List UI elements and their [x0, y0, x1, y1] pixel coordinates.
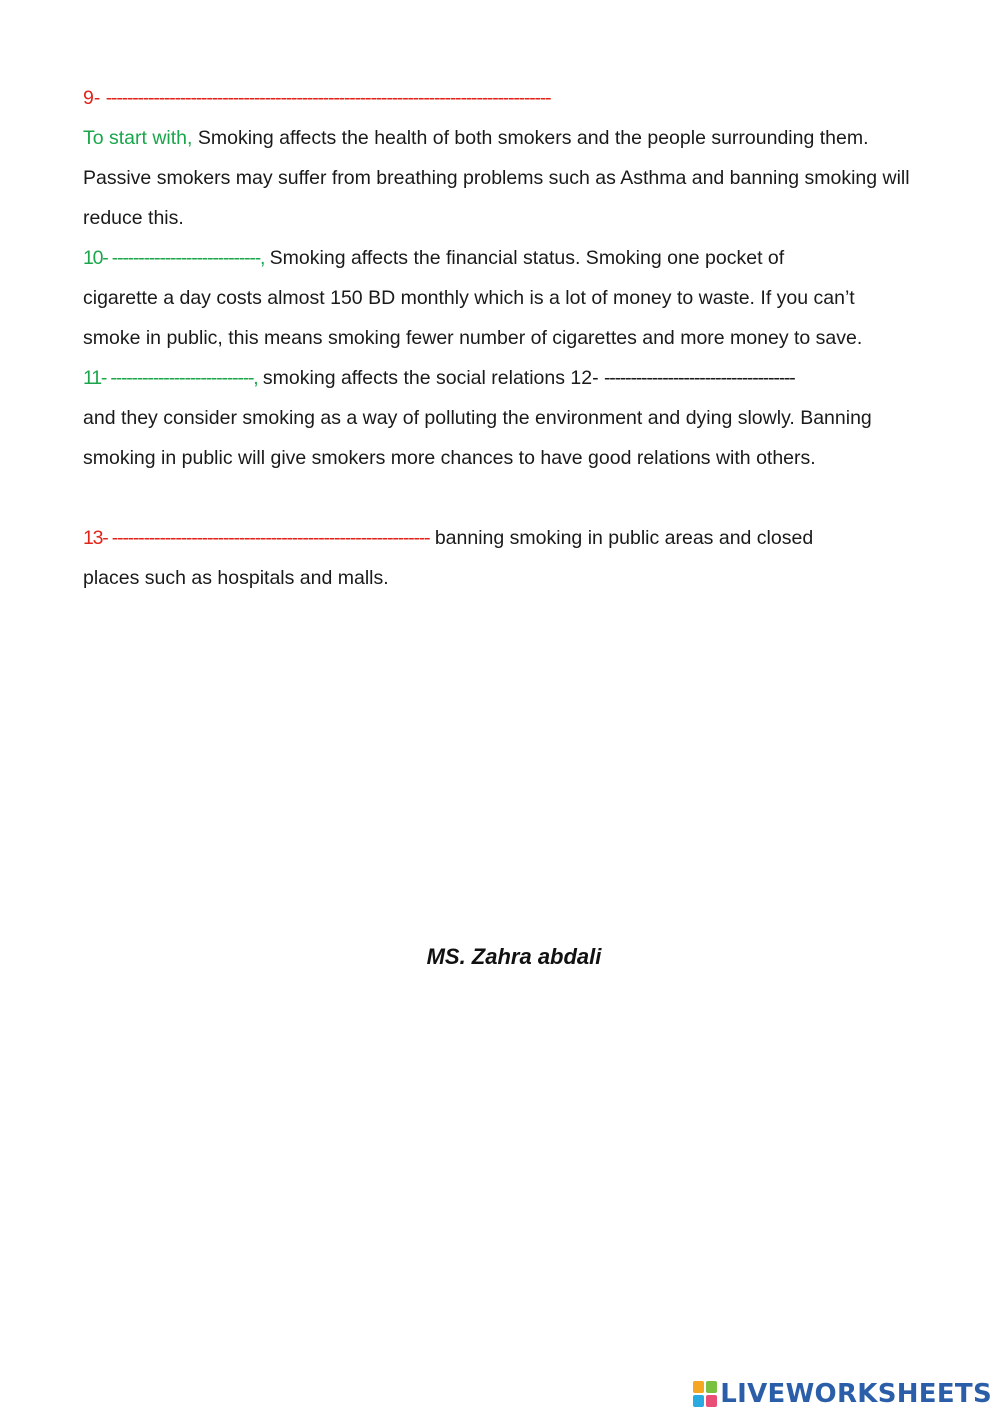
- paragraph-social-line-1: smoking affects the social relations 12-: [257, 367, 604, 389]
- liveworksheets-logo-icon: [693, 1381, 717, 1407]
- transition-to-start-with: To start with,: [83, 127, 193, 149]
- question-11-blank[interactable]: 11- ---------------------------,: [83, 367, 258, 389]
- paragraph-health-line-1: Smoking affects the health of both smokers and the people surrounding them.: [192, 127, 869, 149]
- paragraph-conclusion-line-1: banning smoking in public areas and closed: [429, 527, 814, 549]
- paragraph-social-line-2: and they consider smoking as a way of polluting the environment and dying slowly. Banning: [83, 407, 872, 429]
- paragraph-financial-line-3: smoke in public, this means smoking fewer number of cigarettes and more money to save.: [83, 327, 863, 349]
- paragraph-social: [83, 358, 943, 478]
- question-9-number: 9-: [83, 87, 106, 109]
- paragraph-financial-line-1: Smoking affects the financial status. Smoking one pocket of: [264, 247, 785, 269]
- liveworksheets-logo: [693, 1374, 992, 1414]
- paragraph-financial-line-2: cigarette a day costs almost 150 BD monthly which is a lot of money to waste. If you can’t: [83, 287, 855, 309]
- question-9: [83, 78, 943, 118]
- paragraph-social-line-3: smoking in public will give smokers more chances to have good relations with others.: [83, 447, 816, 469]
- paragraph-health-line-2: Passive smokers may suffer from breathing problems such as Asthma and banning smoking will: [83, 167, 910, 189]
- question-13-blank[interactable]: 13- ------------------------------------------------------------: [83, 527, 430, 549]
- paragraph-financial: [83, 238, 943, 358]
- question-9-blank[interactable]: ------------------------------------------------------------------------------------: [105, 87, 551, 109]
- paragraph-conclusion-line-2: places such as hospitals and malls.: [83, 567, 389, 589]
- question-12-blank[interactable]: ------------------------------------: [604, 367, 795, 389]
- paragraph-health-line-3: reduce this.: [83, 207, 184, 229]
- liveworksheets-logo-text: LIVEWORKSHEETS: [720, 1379, 992, 1409]
- author-name: MS. Zahra abdali: [426, 944, 602, 969]
- paragraph-conclusion: [83, 518, 943, 598]
- paragraph-health: [83, 118, 943, 238]
- question-10-blank[interactable]: 10- ----------------------------,: [83, 247, 265, 269]
